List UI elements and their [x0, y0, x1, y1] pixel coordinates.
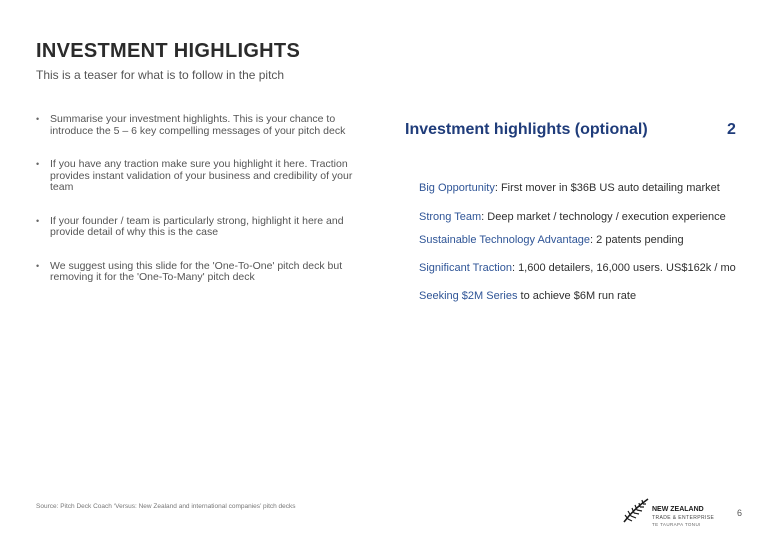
- example-slide-number: 2: [727, 121, 736, 138]
- logo-text-maori: TE TAURAPA TONUI: [652, 522, 701, 527]
- bullet-list: [36, 114, 366, 306]
- example-slide: [400, 118, 745, 318]
- highlight-key: Strong Team: [419, 211, 482, 223]
- highlight-key: Seeking $2M Series: [419, 290, 518, 302]
- bullet-item: • We suggest using this slide for the 'One-To-One' pitch deck but removing it for the 'One-To-Many' pitch deck: [36, 261, 366, 284]
- highlight-separator: :: [590, 234, 597, 246]
- highlight-separator: :: [511, 262, 519, 274]
- highlight-text: 2 patents pending: [596, 234, 684, 246]
- highlight-text: 1,600 detailers, 16,000 users. US$162k / mo: [518, 262, 736, 274]
- highlight-separator: :: [494, 182, 501, 194]
- highlight-text: to achieve $6M run rate: [520, 290, 637, 302]
- highlight-separator: :: [481, 211, 488, 223]
- bullet-item: • Summarise your investment highlights. This is your chance to introduce the 5 – 6 key compelling messages of your pitch deck: [36, 114, 366, 137]
- example-title: Investment highlights (optional): [405, 121, 648, 138]
- logo-text-tagline: TRADE & ENTERPRISE: [652, 515, 715, 521]
- highlight-key: Big Opportunity: [419, 182, 495, 194]
- slide-subtitle: This is a teaser for what is to follow in the pitch: [36, 68, 285, 82]
- nzte-logo: [622, 494, 732, 534]
- highlight-item: [419, 182, 720, 194]
- bullet-item: • If you have any traction make sure you highlight it here. Traction provides instant validation of your business and credibility of your team: [36, 159, 366, 194]
- logo-text-name: NEW ZEALAND: [652, 506, 704, 513]
- highlight-item: [419, 262, 736, 274]
- highlight-item: [419, 234, 684, 246]
- highlight-key: Sustainable Technology Advantage: [419, 234, 591, 246]
- fern-icon: [622, 496, 650, 526]
- highlight-text: Deep market / technology / execution experience: [487, 211, 726, 223]
- slide-title: INVESTMENT HIGHLIGHTS: [36, 40, 301, 62]
- highlight-text: First mover in $36B US auto detailing market: [500, 182, 720, 194]
- source-note: Source: Pitch Deck Coach ‘Versus: New Zealand and international companies’ pitch decks: [36, 503, 296, 510]
- highlight-item: [419, 211, 726, 223]
- page-number: 6: [737, 508, 743, 518]
- highlight-key: Significant Traction: [419, 262, 512, 274]
- highlight-item: [419, 290, 636, 302]
- bullet-item: • If your founder / team is particularly strong, highlight it here and provide detail of why this is the case: [36, 216, 366, 239]
